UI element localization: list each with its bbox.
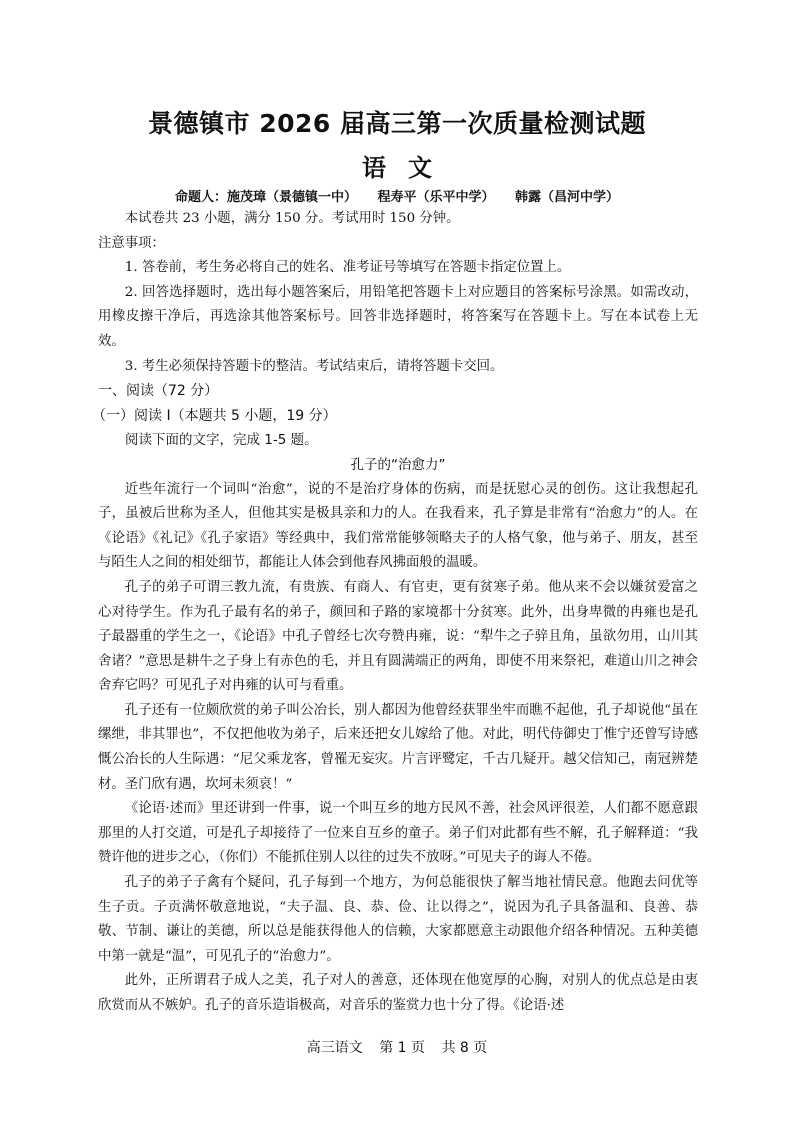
article-paragraph-2: 孔子的弟子可谓三教九流，有贵族、有商人、有官吏，更有贫寒子弟。他从来不会以嫌贫爱富之心对待学生。作为孔子最有名的弟子，颜回和子路的家境都十分贫寒。此外，出身卑微的冉雍也是孔子最器重的学生之一，《论语》中孔子曾经七次夸赞冉雍，说：“犁牛之子骍且角，虽欲勿用，山川其舍诸？”意思是耕牛之子身上有赤色的毛，并且有圆满端正的两角，即使不用来祭祀，难道山川之神会舍弃它吗？可见孔子对冉雍的认可与看重。	[98, 579, 698, 694]
article-paragraph-1: 近些年流行一个词叫“治愈”，说的不是治疗身体的伤病，而是抚慰心灵的创伤。这让我想起孔子，虽被后世称为圣人，但他其实是极具亲和力的人。在我看来，孔子算是非常有“治愈力”的人。在《论语》《礼记》《孔子家语》等经典中，我们常常能够领略夫子的人格气象，他与弟子、朋友，甚至与陌生人之间的相处细节，都能让人体会到他春风拂面般的温暖。	[98, 481, 698, 571]
notes-heading: 注意事项：	[98, 235, 165, 251]
authors-label	[175, 190, 357, 205]
exam-instructions	[92, 207, 698, 1019]
exam-authors	[0, 186, 794, 205]
authors-label-text: 命题人：	[174, 190, 227, 205]
sub-section-heading: （一）阅读 I（本题共 5 小题，19 分）	[92, 407, 337, 424]
author-3: 韩露（昌河中学）	[515, 190, 620, 205]
footer-total-pages: 共 8 页	[441, 1040, 488, 1056]
page-footer	[0, 1037, 794, 1057]
exam-intro: 本试卷共 23 小题，满分 150 分。考试用时 150 分钟。	[124, 211, 460, 226]
footer-subject: 高三语文	[306, 1040, 363, 1056]
note-item-1: 1. 答卷前，考生务必将自己的姓名、准考证号等填写在答题卡指定位置上。	[124, 260, 571, 276]
article-paragraph-3: 孔子还有一位颇欣赏的弟子叫公冶长，别人都因为他曾经获罪坐牢而瞧不起他，孔子却说他“虽在缧绁，非其罪也”，不仅把他收为弟子，后来还把女儿嫁给了他。对此，明代侍御史丁惟宁还曾写诗感慨公冶长的人生际遇：“尼父乘龙客，曾罹无妄灾。片言评鹭定，千古几疑开。越父信知己，南冠辨楚材。圣门欣有遇，坎坷未须哀！”	[98, 702, 698, 792]
footer-page-number: 第 1 页	[379, 1040, 425, 1056]
exam-subject: 语文	[362, 154, 454, 182]
article-title: 孔子的“治愈力”	[350, 456, 446, 473]
article-paragraph-6: 此外，正所谓君子成人之美，孔子对人的善意，还体现在他宽厚的心胸，对别人的优点总是由衷欣赏而从不嫉妒。孔子的音乐造诣极高，对音乐的鉴赏力也十分了得。《论语·述	[98, 973, 698, 1013]
author-1: 施茂璋（景德镇一中）	[226, 190, 357, 205]
exam-title: 景德镇市 2026 届高三第一次质量检测试题	[148, 109, 646, 138]
note-item-2: 2. 回答选择题时，选出每小题答案后，用铅笔把答题卡上对应题目的答案标号涂黑。如需改动，用橡皮擦干净后，再选涂其他答案标号。回答非选择题时，将答案写在答题卡上。写在本试卷上无效。	[98, 284, 698, 349]
reading-instruction: 阅读下面的文字，完成 1-5 题。	[125, 432, 318, 449]
note-item-3: 3. 考生必须保持答题卡的整洁。考试结束后，请将答题卡交回。	[124, 358, 504, 374]
article-paragraph-4: 《论语·述而》里还讲到一件事，说一个叫互乡的地方民风不善，社会风评很差，人们都不愿意跟那里的人打交道，可是孔子却接待了一位来自互乡的童子。弟子们对此都有些不解，孔子解释道：“我赞许他的进步之心，（你们）不能抓住别人以往的过失不放呀。”可见夫子的诲人不倦。	[98, 801, 698, 866]
author-2: 程寿平（乐平中学）	[377, 190, 495, 205]
section-heading: 一、阅读（72 分）	[98, 383, 219, 400]
article-paragraph-5: 孔子的弟子子禽有个疑问，孔子每到一个地方，为何总能很快了解当地社情民意。他跑去问优等生子贡。子贡满怀敬意地说，“夫子温、良、恭、俭、让以得之”，说因为孔子具备温和、良善、恭敬、节制、谦让的美德，所以总是能获得他人的信赖，大家都愿意主动跟他介绍各种情况。五种美德中第一就是“温”，可见孔子的“治愈力”。	[98, 875, 698, 964]
